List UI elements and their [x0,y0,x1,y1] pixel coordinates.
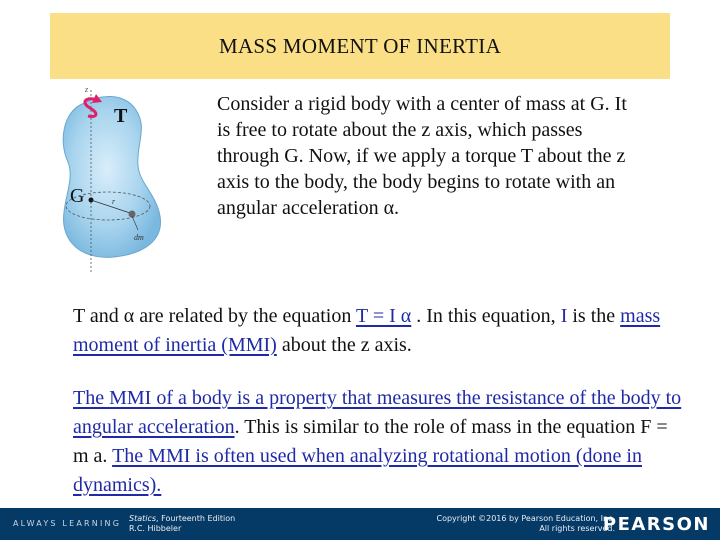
intro-paragraph: Consider a rigid body with a center of mass at G. It is free to rotate about the z axis, which passes through G. Now, if we apply a torque T about the z axis to the body, the body begins to rotate with an angular acceleration α. [217,93,627,219]
center-of-mass-label: G [70,185,85,207]
mmi-definition-link[interactable]: The MMI of a body is a property that measures the resistance of the body to angular acceleration [73,387,682,438]
book-info [129,514,235,534]
always-learning-tagline: ALWAYS LEARNING [13,519,122,528]
rigid-body-figure [52,82,182,280]
book-title: Statics [129,514,157,523]
relation-paragraph [73,302,683,360]
relation-text-4: about the z axis. [276,334,412,356]
relation-text-3: is the [567,305,621,327]
rights-text: All rights reserved. [539,524,615,533]
mass-element-label: dm [134,233,144,242]
title-bar [50,13,670,79]
mmi-property-paragraph [73,384,683,500]
pearson-logo: PEARSON [602,514,710,535]
torque-label: T [114,105,128,127]
footer-bar [0,508,720,540]
equation-link[interactable]: T = I α [355,305,412,327]
copyright-text: Copyright ©2016 by Pearson Education, Inc. [436,514,615,523]
inertia-symbol: I [560,305,568,327]
z-axis-label: z [85,85,89,94]
relation-text-1: T and α are related by the equation [73,305,356,327]
rigid-body-shape [63,96,160,257]
mmi-usage-link[interactable]: The MMI is often used when analyzing rotational motion (done in dynamics). [73,445,642,496]
book-edition: , Fourteenth Edition [156,514,236,523]
radius-label: r [112,197,116,206]
mmi-term-link[interactable]: mass moment of inertia (MMI) [73,305,661,356]
copyright-info [436,514,615,534]
slide-title: MASS MOMENT OF INERTIA [218,33,502,58]
book-author: R.C. Hibbeler [129,524,182,533]
mmi-analogy-text: . This is similar to the role of mass in the equation F = m a. [73,416,668,467]
relation-text-2: . In this equation, [411,305,561,327]
rigid-body-diagram [52,82,182,280]
